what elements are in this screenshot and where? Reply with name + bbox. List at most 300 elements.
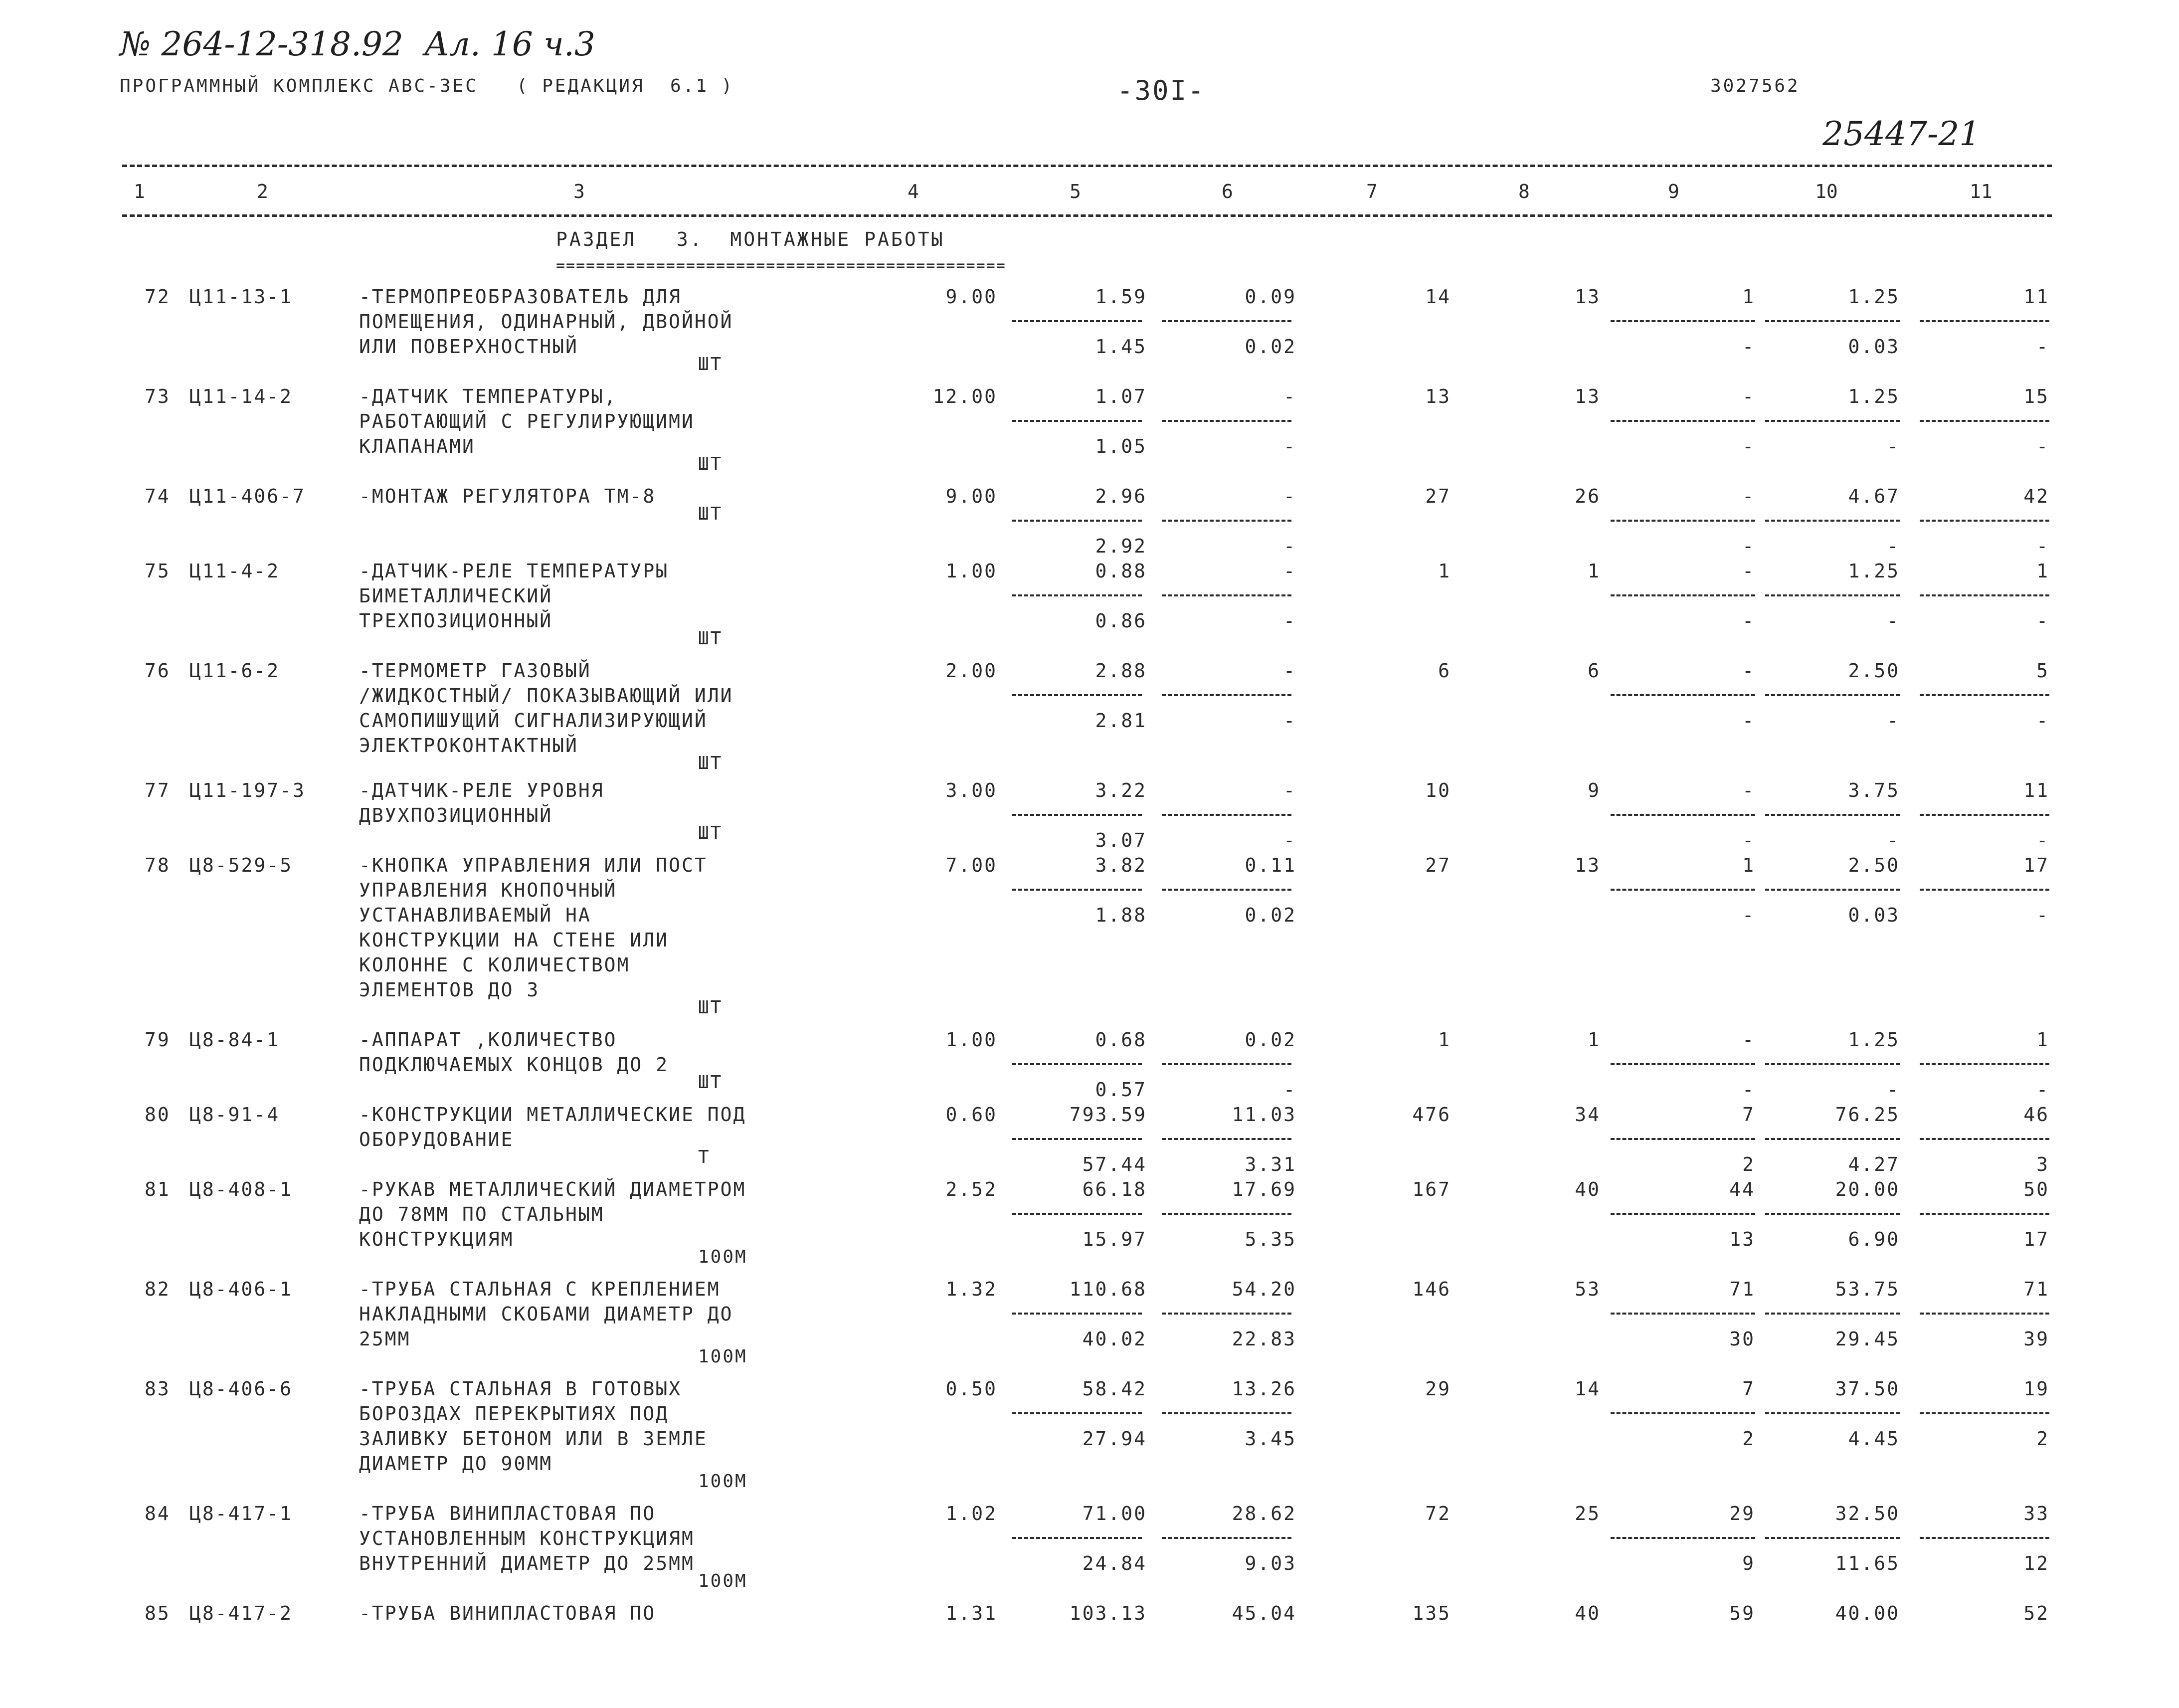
column-header: 2 — [257, 181, 268, 202]
fraction-rule — [1162, 520, 1291, 522]
fraction-bottom-cell: - — [1283, 435, 1296, 457]
column-header: 1 — [134, 181, 145, 202]
fraction-bottom-cell: 0.02 — [1245, 336, 1296, 358]
row-number: 85 — [145, 1602, 171, 1624]
fraction-bottom-cell: 0.03 — [1848, 336, 1900, 358]
fraction-top-cell: 0.02 — [1245, 1029, 1296, 1051]
row-description: -ТРУБА ВИНИПЛАСТОВАЯ ПО — [359, 1503, 656, 1524]
fraction-rule — [1920, 694, 2049, 696]
fraction-bottom-cell: 0.57 — [1095, 1079, 1147, 1101]
fraction-top-cell: - — [1283, 385, 1296, 407]
fraction-rule — [1162, 1063, 1291, 1065]
fraction-bottom-cell: 2 — [1742, 1428, 1755, 1450]
fraction-top-cell: 793.59 — [1069, 1104, 1147, 1126]
fraction-top-cell: 1.25 — [1848, 560, 1900, 582]
unit-of-measure: ШТ — [698, 1072, 723, 1093]
fraction-bottom-cell: - — [1887, 435, 1900, 457]
value-cell: 1 — [1438, 1029, 1451, 1051]
value-cell: 29 — [1425, 1378, 1451, 1400]
fraction-bottom-cell: - — [1887, 829, 1900, 851]
fraction-bottom-cell: 2.81 — [1095, 710, 1147, 732]
row-number: 82 — [145, 1278, 171, 1300]
fraction-top-cell: - — [1742, 385, 1755, 407]
row-number: 77 — [145, 779, 171, 801]
fraction-top-cell: - — [1283, 660, 1296, 682]
row-description: ПОМЕЩЕНИЯ, ОДИНАРНЫЙ, ДВОЙНОЙ — [359, 311, 733, 333]
row-description: КОНСТРУКЦИЯМ — [359, 1228, 514, 1250]
fraction-rule — [1765, 814, 1900, 816]
fraction-top-cell: - — [1283, 560, 1296, 582]
row-number: 75 — [145, 560, 171, 582]
handwritten-reference: № 264-12-318.92 Ал. 16 ч.3 — [120, 25, 595, 63]
fraction-bottom-cell: 3 — [2036, 1153, 2049, 1175]
row-description: САМОПИШУЩИЙ СИГНАЛИЗИРУЮЩИЙ — [359, 710, 708, 732]
fraction-rule — [1920, 1138, 2049, 1140]
fraction-bottom-cell: 0.86 — [1095, 610, 1147, 632]
fraction-bottom-cell: 2 — [2036, 1428, 2049, 1450]
fraction-rule — [1162, 1313, 1291, 1315]
fraction-rule — [1611, 1537, 1755, 1539]
row-number: 73 — [145, 385, 171, 407]
fraction-bottom-cell: 27.94 — [1082, 1428, 1147, 1450]
fraction-top-cell: 13.26 — [1232, 1378, 1296, 1400]
fraction-rule — [1162, 889, 1291, 891]
fraction-bottom-cell: 1.88 — [1095, 904, 1147, 926]
row-description: ОБОРУДОВАНИЕ — [359, 1129, 514, 1150]
fraction-rule — [1162, 814, 1291, 816]
fraction-top-cell: 19 — [2023, 1378, 2049, 1400]
fraction-rule — [1765, 320, 1900, 322]
fraction-rule — [1012, 520, 1142, 522]
rate-code: Ц8-406-1 — [189, 1278, 293, 1300]
fraction-bottom-cell: 39 — [2023, 1328, 2049, 1350]
fraction-top-cell: - — [1742, 779, 1755, 801]
fraction-top-cell: 3.75 — [1848, 779, 1900, 801]
fraction-top-cell: 0.68 — [1095, 1029, 1147, 1051]
column-header: 5 — [1070, 181, 1081, 202]
value-cell: 6 — [1588, 660, 1601, 682]
fraction-top-cell: 54.20 — [1232, 1278, 1296, 1300]
rate-code: Ц8-417-1 — [189, 1503, 293, 1524]
column-header: 4 — [908, 181, 919, 202]
row-description: -ТЕРМОПРЕОБРАЗОВАТЕЛЬ ДЛЯ — [359, 286, 682, 308]
fraction-bottom-cell: 4.27 — [1848, 1153, 1900, 1175]
fraction-rule — [1611, 320, 1755, 322]
value-cell: 40 — [1575, 1602, 1601, 1624]
fraction-top-cell: 50 — [2023, 1178, 2049, 1200]
value-cell: 72 — [1425, 1503, 1451, 1524]
quantity-cell: 2.00 — [945, 660, 997, 682]
fraction-rule — [1611, 814, 1755, 816]
fraction-rule — [1012, 814, 1142, 816]
fraction-top-cell: 29 — [1729, 1503, 1755, 1524]
unit-of-measure: 100М — [698, 1346, 747, 1367]
value-cell: 167 — [1412, 1178, 1451, 1200]
fraction-bottom-cell: - — [1742, 829, 1755, 851]
row-description: ДО 78ММ ПО СТАЛЬНЫМ — [359, 1203, 604, 1225]
fraction-top-cell: 1.07 — [1095, 385, 1147, 407]
fraction-bottom-cell: 9 — [1742, 1552, 1755, 1574]
fraction-top-cell: 7 — [1742, 1104, 1755, 1126]
table-header-rule — [122, 214, 2052, 217]
handwritten-code: 25447-21 — [1822, 115, 1981, 153]
fraction-bottom-cell: - — [1887, 535, 1900, 557]
quantity-cell: 1.32 — [945, 1278, 997, 1300]
fraction-rule — [1162, 694, 1291, 696]
quantity-cell: 1.00 — [945, 560, 997, 582]
fraction-rule — [1920, 1313, 2049, 1315]
fraction-top-cell: 3.22 — [1095, 779, 1147, 801]
fraction-rule — [1162, 420, 1291, 422]
quantity-cell: 7.00 — [945, 854, 997, 876]
rate-code: Ц8-406-6 — [189, 1378, 293, 1400]
rate-code: Ц8-84-1 — [189, 1029, 280, 1051]
fraction-bottom-cell: - — [1887, 1079, 1900, 1101]
fraction-top-cell: - — [1742, 1029, 1755, 1051]
fraction-rule — [1765, 889, 1900, 891]
fraction-top-cell: 66.18 — [1082, 1178, 1147, 1200]
value-cell: 135 — [1412, 1602, 1451, 1624]
fraction-rule — [1162, 320, 1291, 322]
quantity-cell: 9.00 — [945, 485, 997, 507]
fraction-bottom-cell: 12 — [2023, 1552, 2049, 1574]
fraction-top-cell: 1 — [1742, 286, 1755, 308]
fraction-rule — [1012, 420, 1142, 422]
row-description: -ДАТЧИК ТЕМПЕРАТУРЫ, — [359, 385, 617, 407]
fraction-top-cell: 59 — [1729, 1602, 1755, 1624]
value-cell: 14 — [1575, 1378, 1601, 1400]
fraction-rule — [1920, 1063, 2049, 1065]
fraction-top-cell: 11.03 — [1232, 1104, 1296, 1126]
row-number: 79 — [145, 1029, 171, 1051]
value-cell: 27 — [1425, 854, 1451, 876]
fraction-top-cell: 0.09 — [1245, 286, 1296, 308]
row-description: УСТАНОВЛЕННЫМ КОНСТРУКЦИЯМ — [359, 1527, 695, 1549]
fraction-top-cell: 0.88 — [1095, 560, 1147, 582]
fraction-rule — [1611, 1138, 1755, 1140]
row-description: УПРАВЛЕНИЯ КНОПОЧНЫЙ — [359, 879, 617, 901]
value-cell: 1 — [1588, 1029, 1601, 1051]
fraction-top-cell: 45.04 — [1232, 1602, 1296, 1624]
unit-of-measure: 100М — [698, 1247, 747, 1267]
fraction-rule — [1920, 1412, 2049, 1414]
fraction-top-cell: - — [1742, 660, 1755, 682]
quantity-cell: 1.31 — [945, 1602, 997, 1624]
unit-of-measure: ШТ — [698, 997, 723, 1018]
fraction-rule — [1012, 694, 1142, 696]
rate-code: Ц11-6-2 — [189, 660, 280, 682]
fraction-bottom-cell: - — [1742, 336, 1755, 358]
fraction-top-cell: 2.88 — [1095, 660, 1147, 682]
fraction-top-cell: 11 — [2023, 286, 2049, 308]
fraction-rule — [1920, 520, 2049, 522]
fraction-rule — [1611, 1412, 1755, 1414]
fraction-rule — [1162, 1537, 1291, 1539]
row-number: 78 — [145, 854, 171, 876]
fraction-rule — [1012, 1063, 1142, 1065]
fraction-bottom-cell: - — [1283, 1079, 1296, 1101]
value-cell: 1 — [1438, 560, 1451, 582]
fraction-bottom-cell: - — [1742, 435, 1755, 457]
fraction-bottom-cell: 13 — [1729, 1228, 1755, 1250]
unit-of-measure: ШТ — [698, 628, 723, 649]
fraction-top-cell: 103.13 — [1069, 1602, 1147, 1624]
row-description: -ДАТЧИК-РЕЛЕ УРОВНЯ — [359, 779, 604, 801]
quantity-cell: 9.00 — [945, 286, 997, 308]
row-number: 83 — [145, 1378, 171, 1400]
row-number: 84 — [145, 1503, 171, 1524]
fraction-top-cell: 2.96 — [1095, 485, 1147, 507]
fraction-rule — [1920, 814, 2049, 816]
fraction-bottom-cell: 1.45 — [1095, 336, 1147, 358]
fraction-rule — [1162, 1213, 1291, 1215]
column-header: 11 — [1970, 181, 1993, 202]
row-description: -ТРУБА СТАЛЬНАЯ В ГОТОВЫХ — [359, 1378, 682, 1400]
fraction-top-cell: 1 — [1742, 854, 1755, 876]
value-cell: 9 — [1588, 779, 1601, 801]
fraction-top-cell: 71.00 — [1082, 1503, 1147, 1524]
fraction-bottom-cell: 15.97 — [1082, 1228, 1147, 1250]
fraction-rule — [1765, 1063, 1900, 1065]
value-cell: 26 — [1575, 485, 1601, 507]
row-description: КОНСТРУКЦИИ НА СТЕНЕ ИЛИ — [359, 929, 669, 951]
value-cell: 13 — [1575, 385, 1601, 407]
fraction-rule — [1611, 1213, 1755, 1215]
fraction-bottom-cell: - — [2036, 829, 2049, 851]
column-header: 7 — [1366, 181, 1378, 202]
fraction-top-cell: 110.68 — [1069, 1278, 1147, 1300]
fraction-top-cell: 1.25 — [1848, 286, 1900, 308]
fraction-rule — [1611, 520, 1755, 522]
row-description: ЭЛЕМЕНТОВ ДО 3 — [359, 979, 540, 1001]
fraction-top-cell: 40.00 — [1835, 1602, 1900, 1624]
fraction-rule — [1765, 520, 1900, 522]
row-description: -АППАРАТ ,КОЛИЧЕСТВО — [359, 1029, 617, 1051]
fraction-bottom-cell: - — [2036, 336, 2049, 358]
row-description: КЛАПАНАМИ — [359, 435, 475, 457]
quantity-cell: 0.60 — [945, 1104, 997, 1126]
fraction-rule — [1012, 1213, 1142, 1215]
fraction-bottom-cell: - — [1742, 1079, 1755, 1101]
unit-of-measure: ШТ — [698, 823, 723, 843]
row-description: -ТРУБА ВИНИПЛАСТОВАЯ ПО — [359, 1602, 656, 1624]
row-number: 72 — [145, 286, 171, 308]
value-cell: 146 — [1412, 1278, 1451, 1300]
quantity-cell: 2.52 — [945, 1178, 997, 1200]
fraction-top-cell: 17 — [2023, 854, 2049, 876]
row-description: КОЛОННЕ С КОЛИЧЕСТВОМ — [359, 954, 630, 976]
fraction-top-cell: 7 — [1742, 1378, 1755, 1400]
fraction-top-cell: 46 — [2023, 1104, 2049, 1126]
section-title: РАЗДЕЛ 3. МОНТАЖНЫЕ РАБОТЫ — [556, 228, 945, 250]
column-header: 6 — [1222, 181, 1233, 202]
fraction-rule — [1920, 1213, 2049, 1215]
fraction-bottom-cell: 5.35 — [1245, 1228, 1296, 1250]
row-number: 74 — [145, 485, 171, 507]
fraction-rule — [1765, 1412, 1900, 1414]
fraction-top-cell: 2.50 — [1848, 854, 1900, 876]
row-description: БОРОЗДАХ ПЕРЕКРЫТИЯХ ПОД — [359, 1403, 669, 1425]
value-cell: 13 — [1575, 286, 1601, 308]
value-cell: 13 — [1425, 385, 1451, 407]
fraction-bottom-cell: - — [2036, 710, 2049, 732]
unit-of-measure: ШТ — [698, 354, 723, 375]
fraction-top-cell: 76.25 — [1835, 1104, 1900, 1126]
rate-code: Ц11-406-7 — [189, 485, 306, 507]
fraction-rule — [1012, 1412, 1142, 1414]
fraction-rule — [1012, 1313, 1142, 1315]
fraction-rule — [1162, 1138, 1291, 1140]
quantity-cell: 12.00 — [932, 385, 997, 407]
fraction-rule — [1162, 1412, 1291, 1414]
fraction-top-cell: 3.82 — [1095, 854, 1147, 876]
fraction-top-cell: 53.75 — [1835, 1278, 1900, 1300]
quantity-cell: 1.00 — [945, 1029, 997, 1051]
row-description: ДИАМЕТР ДО 90ММ — [359, 1453, 553, 1475]
row-description: /ЖИДКОСТНЫЙ/ ПОКАЗЫВАЮЩИЙ ИЛИ — [359, 685, 733, 707]
rate-code: Ц8-529-5 — [189, 854, 293, 876]
fraction-bottom-cell: 3.07 — [1095, 829, 1147, 851]
fraction-bottom-cell: - — [2036, 1079, 2049, 1101]
fraction-bottom-cell: - — [1742, 710, 1755, 732]
fraction-rule — [1920, 594, 2049, 596]
fraction-top-cell: 17.69 — [1232, 1178, 1296, 1200]
fraction-top-cell: 42 — [2023, 485, 2049, 507]
fraction-rule — [1765, 594, 1900, 596]
value-cell: 53 — [1575, 1278, 1601, 1300]
column-header: 3 — [573, 181, 585, 202]
fraction-rule — [1611, 694, 1755, 696]
fraction-bottom-cell: 11.65 — [1835, 1552, 1900, 1574]
unit-of-measure: ШТ — [698, 504, 723, 524]
fraction-rule — [1765, 1138, 1900, 1140]
fraction-rule — [1611, 420, 1755, 422]
fraction-rule — [1611, 889, 1755, 891]
fraction-bottom-cell: 30 — [1729, 1328, 1755, 1350]
row-description: БИМЕТАЛЛИЧЕСКИЙ — [359, 585, 553, 607]
value-cell: 6 — [1438, 660, 1451, 682]
fraction-rule — [1765, 1313, 1900, 1315]
row-description: РАБОТАЮЩИЙ С РЕГУЛИРУЮЩИМИ — [359, 410, 695, 432]
rate-code: Ц8-408-1 — [189, 1178, 293, 1200]
row-description: ТРЕХПОЗИЦИОННЫЙ — [359, 610, 553, 632]
fraction-rule — [1611, 1313, 1755, 1315]
column-header: 8 — [1518, 181, 1530, 202]
row-description: УСТАНАВЛИВАЕМЫЙ НА — [359, 904, 591, 926]
quantity-cell: 3.00 — [945, 779, 997, 801]
value-cell: 40 — [1575, 1178, 1601, 1200]
fraction-bottom-cell: - — [1283, 829, 1296, 851]
fraction-top-cell: 15 — [2023, 385, 2049, 407]
fraction-bottom-cell: - — [2036, 610, 2049, 632]
row-number: 81 — [145, 1178, 171, 1200]
section-underline: ============================================= — [556, 257, 1006, 274]
unit-of-measure: ШТ — [698, 454, 723, 474]
column-header: 10 — [1815, 181, 1838, 202]
fraction-top-cell: 1.59 — [1095, 286, 1147, 308]
fraction-rule — [1012, 889, 1142, 891]
value-cell: 13 — [1575, 854, 1601, 876]
document-number: 3027562 — [1710, 76, 1800, 96]
column-header: 9 — [1668, 181, 1679, 202]
quantity-cell: 0.50 — [945, 1378, 997, 1400]
fraction-top-cell: 5 — [2036, 660, 2049, 682]
unit-of-measure: 100М — [698, 1471, 747, 1492]
fraction-bottom-cell: 9.03 — [1245, 1552, 1296, 1574]
rate-code: Ц8-417-2 — [189, 1602, 293, 1624]
fraction-bottom-cell: 0.02 — [1245, 904, 1296, 926]
fraction-bottom-cell: - — [1283, 535, 1296, 557]
fraction-rule — [1920, 1537, 2049, 1539]
unit-of-measure: 100М — [698, 1571, 747, 1591]
fraction-rule — [1765, 694, 1900, 696]
fraction-top-cell: 20.00 — [1835, 1178, 1900, 1200]
fraction-bottom-cell: - — [1742, 904, 1755, 926]
fraction-bottom-cell: 4.45 — [1848, 1428, 1900, 1450]
fraction-rule — [1162, 594, 1291, 596]
fraction-top-cell: 28.62 — [1232, 1503, 1296, 1524]
quantity-cell: 1.02 — [945, 1503, 997, 1524]
fraction-top-cell: - — [1283, 485, 1296, 507]
row-description: ВНУТРЕННИЙ ДИАМЕТР ДО 25ММ — [359, 1552, 695, 1574]
fraction-top-cell: 32.50 — [1835, 1503, 1900, 1524]
fraction-top-cell: 1.25 — [1848, 385, 1900, 407]
fraction-rule — [1012, 1537, 1142, 1539]
value-cell: 1 — [1588, 560, 1601, 582]
fraction-bottom-cell: - — [1283, 610, 1296, 632]
row-description: ЗАЛИВКУ БЕТОНОМ ИЛИ В ЗЕМЛЕ — [359, 1428, 708, 1450]
fraction-top-cell: - — [1742, 485, 1755, 507]
fraction-rule — [1611, 594, 1755, 596]
fraction-rule — [1765, 1537, 1900, 1539]
row-number: 76 — [145, 660, 171, 682]
fraction-bottom-cell: - — [1887, 710, 1900, 732]
row-description: -ТРУБА СТАЛЬНАЯ С КРЕПЛЕНИЕМ — [359, 1278, 721, 1300]
value-cell: 27 — [1425, 485, 1451, 507]
program-title: ПРОГРАММНЫЙ КОМПЛЕКС АВС-ЗЕС ( РЕДАКЦИЯ 6.1 ) — [120, 76, 734, 96]
fraction-bottom-cell: 40.02 — [1082, 1328, 1147, 1350]
row-description: -ДАТЧИК-РЕЛЕ ТЕМПЕРАТУРЫ — [359, 560, 669, 582]
fraction-bottom-cell: - — [1283, 710, 1296, 732]
fraction-bottom-cell: - — [1742, 610, 1755, 632]
row-description: -КОНСТРУКЦИИ МЕТАЛЛИЧЕСКИЕ ПОД — [359, 1104, 746, 1126]
fraction-top-cell: 11 — [2023, 779, 2049, 801]
fraction-bottom-cell: - — [1742, 535, 1755, 557]
fraction-bottom-cell: 17 — [2023, 1228, 2049, 1250]
row-description: -ТЕРМОМЕТР ГАЗОВЫЙ — [359, 660, 591, 682]
fraction-bottom-cell: - — [1887, 610, 1900, 632]
fraction-top-cell: 1.25 — [1848, 1029, 1900, 1051]
fraction-top-cell: 71 — [2023, 1278, 2049, 1300]
fraction-bottom-cell: - — [2036, 904, 2049, 926]
fraction-top-cell: 1 — [2036, 560, 2049, 582]
row-description: ПОДКЛЮЧАЕМЫХ КОНЦОВ ДО 2 — [359, 1054, 669, 1076]
row-description: -МОНТАЖ РЕГУЛЯТОРА ТМ-8 — [359, 485, 656, 507]
fraction-rule — [1012, 594, 1142, 596]
value-cell: 25 — [1575, 1503, 1601, 1524]
value-cell: 10 — [1425, 779, 1451, 801]
fraction-bottom-cell: 6.90 — [1848, 1228, 1900, 1250]
row-number: 80 — [145, 1104, 171, 1126]
value-cell: 14 — [1425, 286, 1451, 308]
fraction-rule — [1920, 320, 2049, 322]
unit-of-measure: ШТ — [698, 753, 723, 773]
fraction-bottom-cell: 3.45 — [1245, 1428, 1296, 1450]
value-cell: 34 — [1575, 1104, 1601, 1126]
row-description: ДВУХПОЗИЦИОННЫЙ — [359, 804, 553, 826]
fraction-bottom-cell: - — [2036, 535, 2049, 557]
row-description: -КНОПКА УПРАВЛЕНИЯ ИЛИ ПОСТ — [359, 854, 708, 876]
